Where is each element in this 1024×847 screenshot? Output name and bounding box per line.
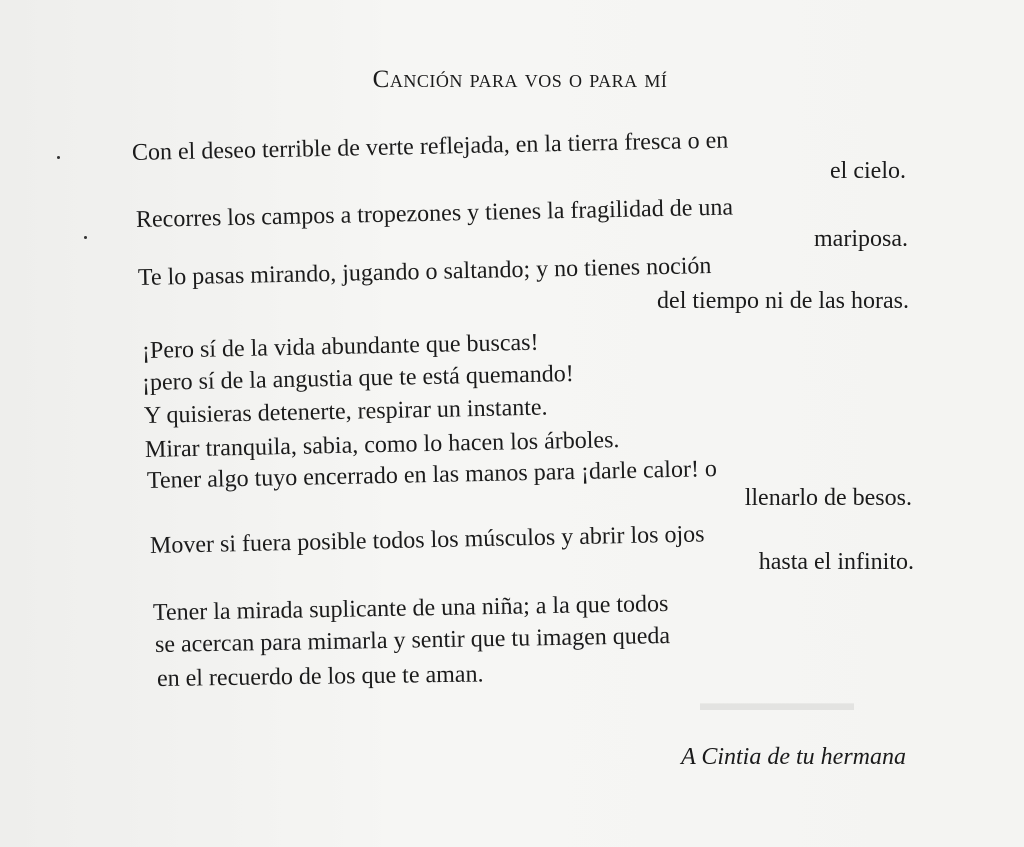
poem-line: ¡Pero sí de la vida abundante que buscas! bbox=[141, 329, 539, 364]
poem-line: Y quisieras detenerte, respirar un instante. bbox=[143, 394, 548, 429]
poem-line: hasta el infinito. bbox=[758, 549, 914, 575]
poem-line: mariposa. bbox=[814, 226, 908, 252]
poem-line: en el recuerdo de los que te aman. bbox=[156, 661, 484, 692]
poem-line: llenarlo de besos. bbox=[744, 485, 912, 511]
dedication-signature: A Cintia de tu hermana bbox=[681, 744, 906, 770]
poem-line: el cielo. bbox=[830, 158, 906, 184]
poem-line: Mover si fuera posible todos los músculos y abrir los ojos bbox=[149, 521, 705, 559]
poem-line: del tiempo ni de las horas. bbox=[657, 288, 909, 314]
poem-line: Tener algo tuyo encerrado en las manos para ¡darle calor! o bbox=[146, 456, 718, 494]
poem-line: Mirar tranquila, sabia, como lo hacen los árboles. bbox=[144, 427, 620, 463]
poem-title: Canción para vos o para mí bbox=[372, 66, 668, 93]
poem-line: se acercan para mimarla y sentir que tu imagen queda bbox=[154, 623, 671, 658]
bleed-through-texture: ▬▬▬▬▬▬▬ bbox=[700, 690, 854, 715]
poem-line: Te lo pasas mirando, jugando o saltando; y no tienes noción bbox=[137, 252, 712, 291]
poem-line: Recorres los campos a tropezones y tienes la fragilidad de una bbox=[135, 194, 734, 233]
poem-line: Con el deseo terrible de verte reflejada, en la tierra fresca o en bbox=[131, 127, 729, 166]
poem-line: Tener la mirada suplicante de una niña; a la que todos bbox=[152, 591, 669, 626]
poem-line: ¡pero sí de la angustia que te está quemando! bbox=[141, 360, 575, 396]
